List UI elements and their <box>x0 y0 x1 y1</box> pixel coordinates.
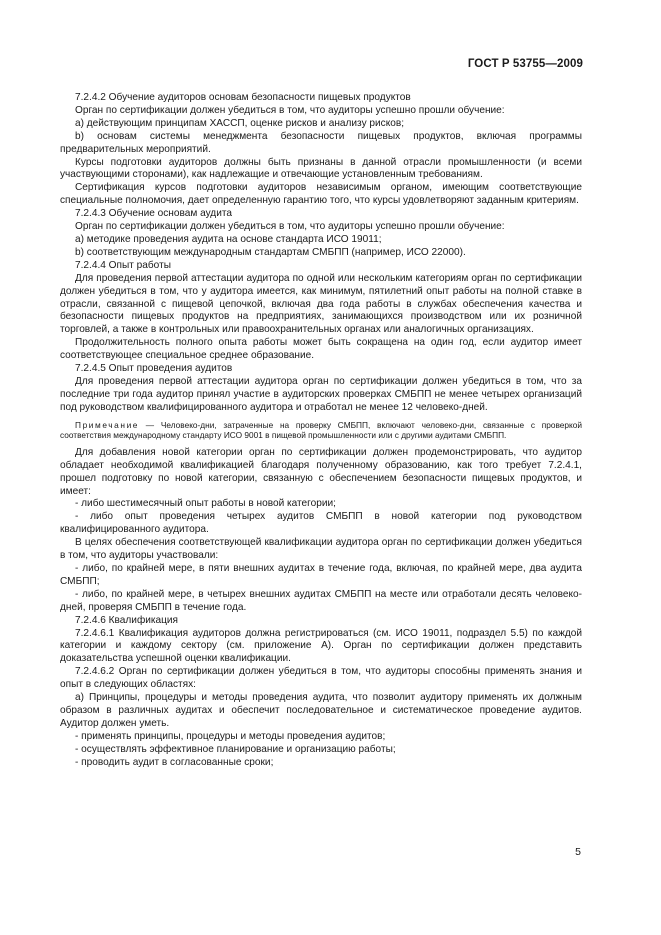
note-text: — Человеко-дни, затраченные на проверку СМБПП, включают человеко-дни, связанные с проверкой соответствия международному стандарту ИСО 9001 в пищевой промышленности или с другими аудитами СМБПП. <box>60 419 582 441</box>
section-heading: 7.2.4.3 Обучение основам аудита <box>75 208 232 220</box>
list-item: - осуществлять эффективное планирование и организацию работы; <box>75 743 396 755</box>
paragraph: Курсы подготовки аудиторов должны быть признаны в данной отрасли промышленности (и всеми участвующими сторонами), как надлежащие и отвечающие установленным требованиям. <box>60 156 582 181</box>
paragraph: Для проведения первой аттестации аудитора по одной или нескольким категориям орган по сертификации должен убедиться в том, что у аудитора имеется, как минимум, пятилетний опыт работы на полной ставке в отрасли, связанной с пищевой цепочкой, включая два года работы в службах обеспечения качества и безопасности пищевых продуктов на предприятиях, занимающихся производством или их розничной торговлей, а также в контрольных или правоохранительных органах или аналогичных организациях. <box>60 272 582 336</box>
paragraph: Для проведения первой аттестации аудитора орган по сертификации должен убедиться в том, что за последние три года аудитор принял участие в аудиторских проверках СМБПП не менее четырех организаций под руководством квалифицированного аудитора и отработал не менее 12 человеко-дней. <box>60 375 582 413</box>
paragraph: Для добавления новой категории орган по сертификации должен продемонстрировать, что аудитор обладает необходимой квалификацией благодаря полученному образованию, как того требует 7.2.4.1, прошел подготовку по новой категории, связанную с обеспечением безопасности пищевых продуктов, и имеет: <box>60 446 582 497</box>
list-item: - либо, по крайней мере, в четырех внешних аудитах СМБПП на месте или отработали десять человеко-дней, проверяя СМБПП в течение года. <box>60 588 582 613</box>
section-heading: 7.2.4.2 Обучение аудиторов основам безопасности пищевых продуктов <box>75 92 411 103</box>
document-body <box>60 92 582 770</box>
list-item: b) соответствующим международным стандартам СМБПП (например, ИСО 22000). <box>75 246 466 258</box>
list-item: - либо опыт проведения четырех аудитов СМБПП в новой категории под руководством квалифицированного аудитора. <box>60 511 582 536</box>
paragraph: В целях обеспечения соответствующей квалификации аудитора орган по сертификации должен убедиться в том, что аудиторы участвовали: <box>60 537 582 562</box>
section-heading: 7.2.4.4 Опыт работы <box>75 259 171 271</box>
section-heading: 7.2.4.6 Квалификация <box>75 614 179 626</box>
note-label: Примечание <box>75 419 140 430</box>
list-item: - либо шестимесячный опыт работы в новой категории; <box>75 498 336 510</box>
list-item: а) действующим принципам ХАССП, оценке рисков и анализу рисков; <box>75 117 405 129</box>
list-item: а) методике проведения аудита на основе стандарта ИСО 19011; <box>75 233 382 245</box>
list-item: а) Принципы, процедуры и методы проведения аудита, что позволит аудитору применять их должным образом в различных аудитах и обеспечит последовательное и систематическое проведение аудитов. Аудитор должен уметь. <box>60 692 582 729</box>
list-item: - либо, по крайней мере, в пяти внешних аудитах в течение года, включая, по крайней мере, два аудита СМБПП; <box>60 563 582 587</box>
paragraph: Орган по сертификации должен убедиться в том, что аудиторы успешно прошли обучение: <box>75 104 505 116</box>
paragraph: Сертификация курсов подготовки аудиторов независимым органом, имеющим соответствующие специальные полномочия, дает определенную гарантию того, что курсы удовлетворяют заданным критериям. <box>60 182 582 207</box>
paragraph: 7.2.4.6.1 Квалификация аудиторов должна регистрироваться (см. ИСО 19011, подраздел 5.5) по каждой категории и каждому сектору (см. приложение А). Орган по сертификации должен представить доказательства успешной оценки квалификации. <box>60 627 582 665</box>
paragraph: Продолжительность полного опыта работы может быть сокращена на один год, если аудитор имеет соответствующее специальное среднее образование. <box>60 337 582 362</box>
paragraph: 7.2.4.6.2 Орган по сертификации должен убедиться в том, что аудиторы способны применять знания и опыт в следующих областях: <box>60 666 582 691</box>
note <box>60 420 582 441</box>
paragraph: Орган по сертификации должен убедиться в том, что аудиторы успешно прошли обучение: <box>75 221 505 233</box>
section-heading: 7.2.4.5 Опыт проведения аудитов <box>75 363 233 375</box>
list-item: - применять принципы, процедуры и методы проведения аудитов; <box>75 730 386 742</box>
document-header: ГОСТ Р 53755—2009 <box>467 58 583 70</box>
list-item: b) основам системы менеджмента безопасности пищевых продуктов, включая программы предварительных мероприятий. <box>60 130 582 155</box>
list-item: - проводить аудит в согласованные сроки; <box>75 756 274 768</box>
page-number: 5 <box>575 846 581 858</box>
